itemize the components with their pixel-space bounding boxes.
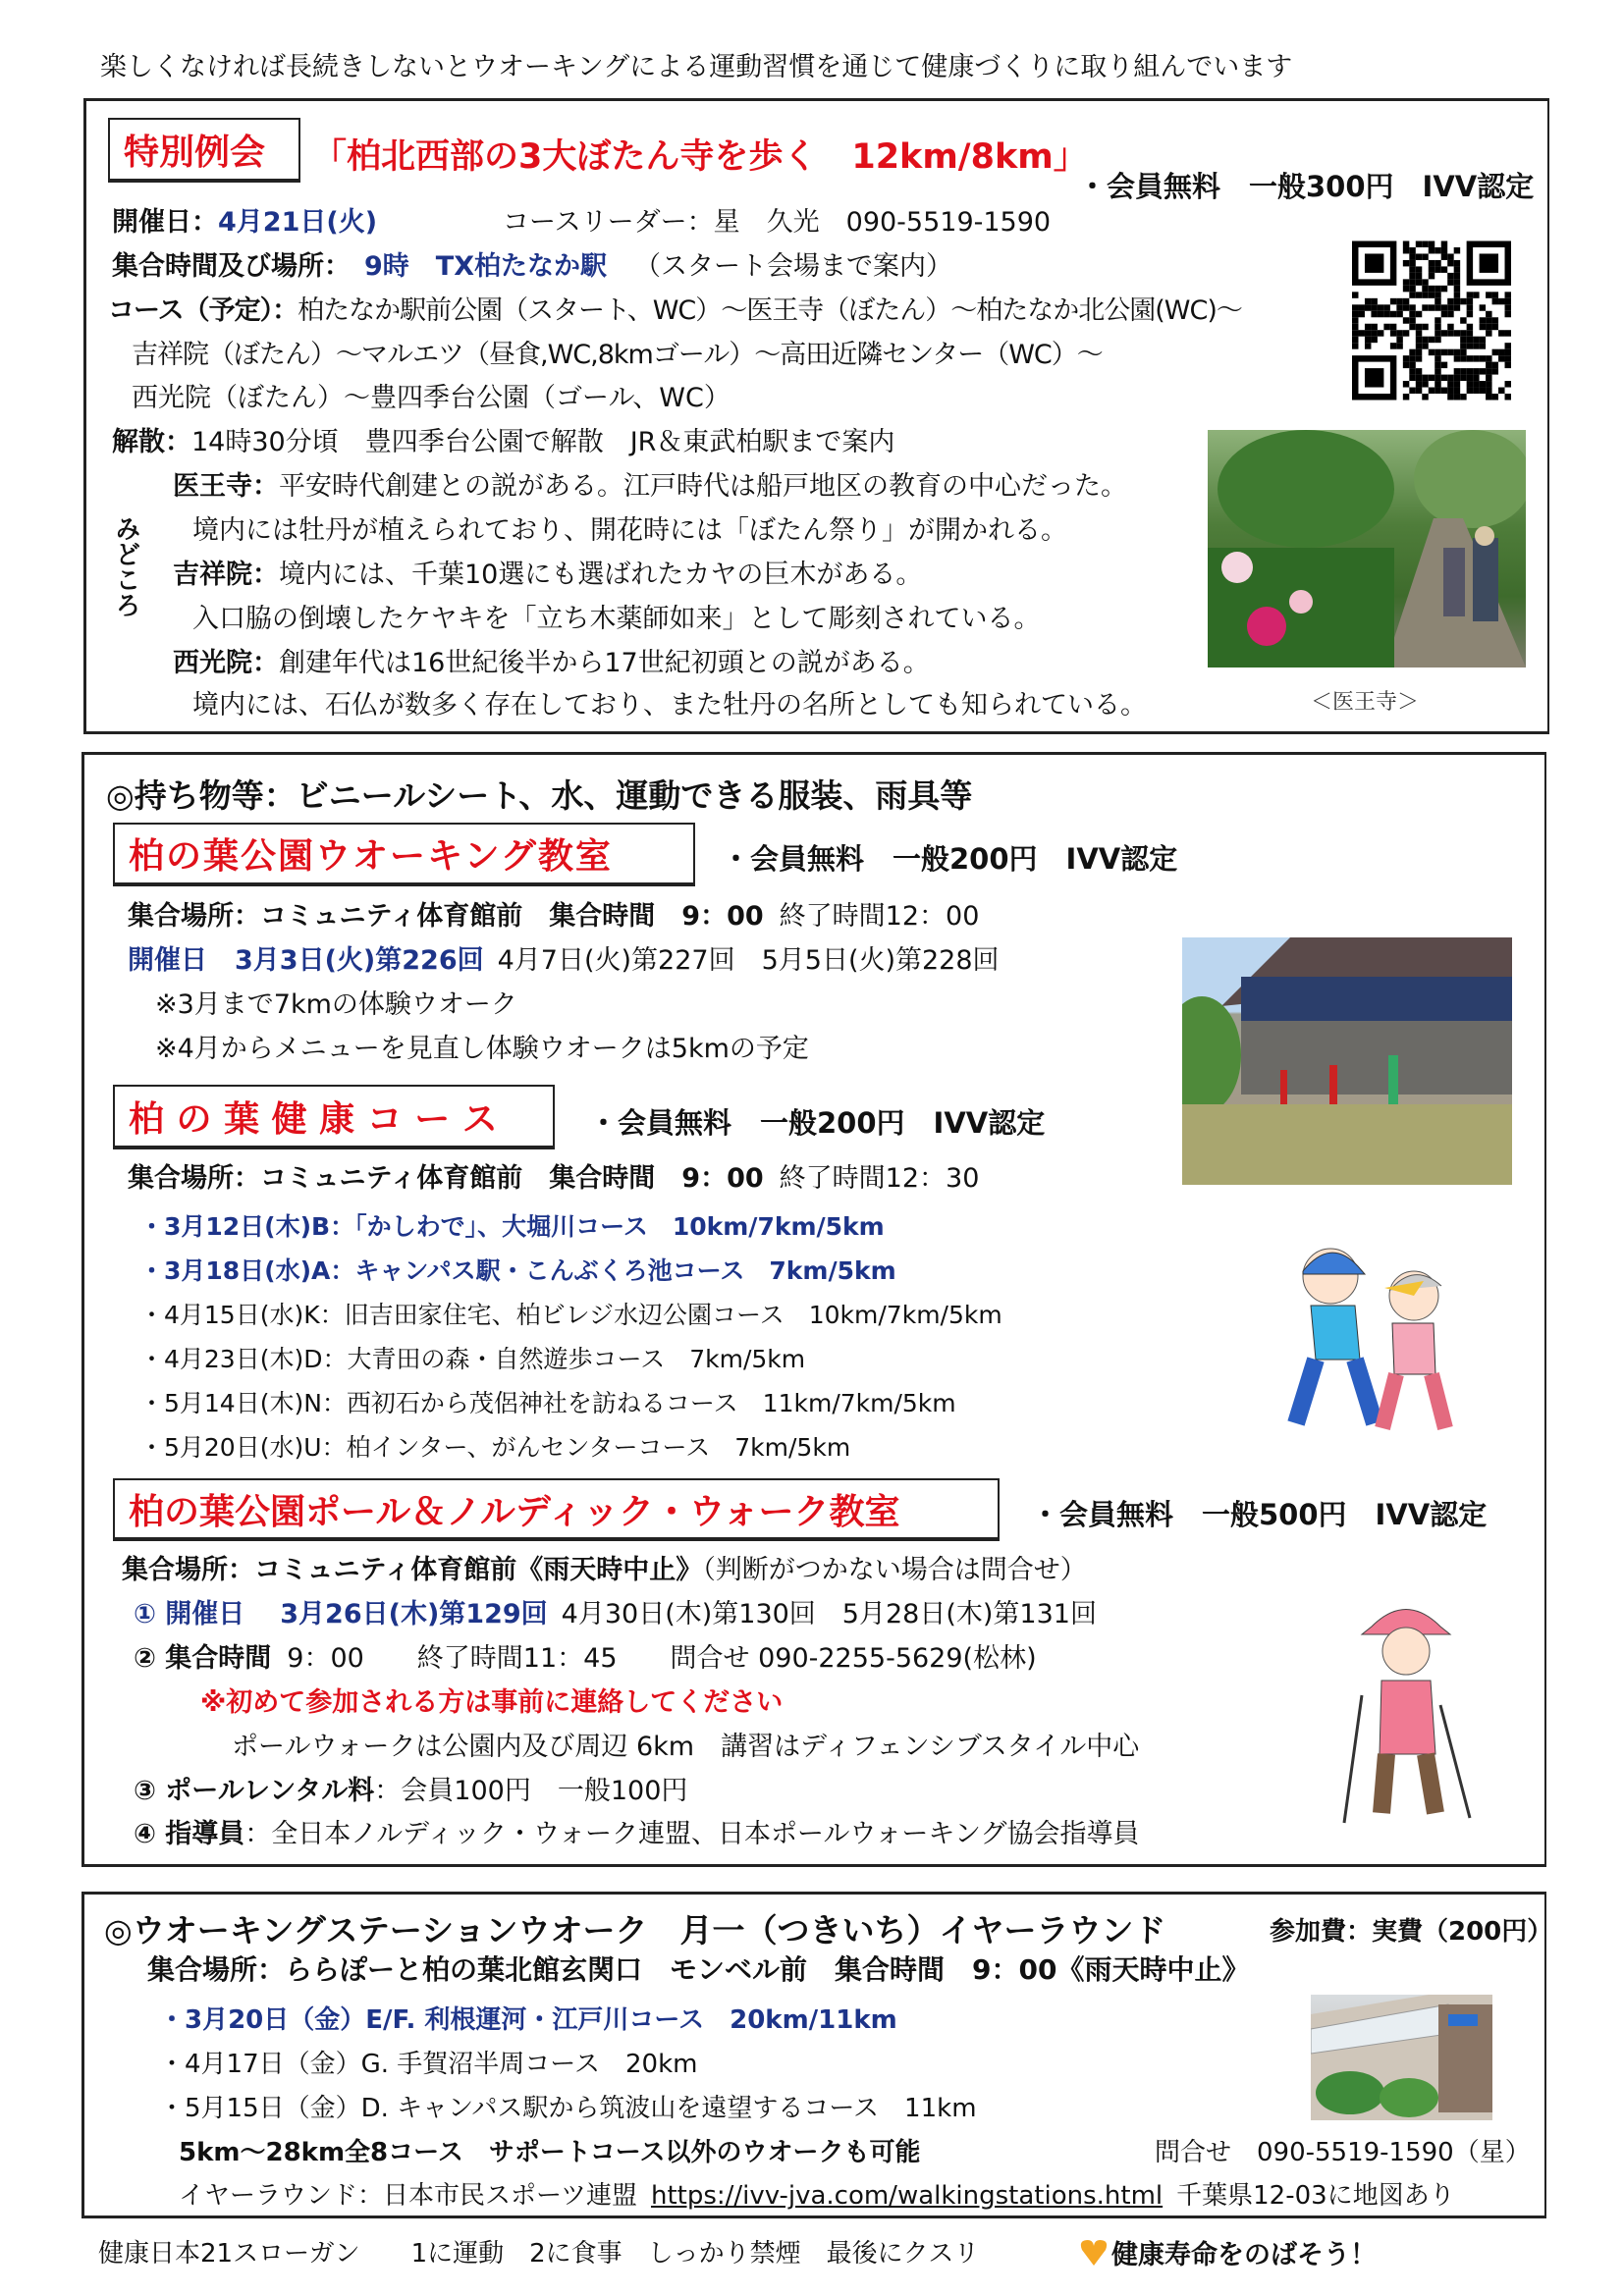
walking-class-note-1: ※3月まで7kmの体験ウオーク xyxy=(155,989,517,1020)
photo-illustration xyxy=(1311,1995,1492,2120)
photo-caption: ＜医王寺＞ xyxy=(1311,690,1420,715)
highlight-1-detail: 境内には牡丹が植えられており、開花時には「ぼたん祭り」が開かれる。 xyxy=(192,515,1067,546)
later-dates: 4月30日(木)第130回 5月28日(木)第131回 xyxy=(561,1599,1097,1629)
end-time: 終了時間12：00 xyxy=(779,901,980,932)
highlight-1 xyxy=(173,470,1127,504)
special-event-fee: ・会員無料 一般300円 IVV認定 xyxy=(1078,170,1535,203)
station-fee: 参加費：実費（200円） xyxy=(1270,1917,1553,1947)
photo-illustration xyxy=(1182,937,1512,1185)
walking-class-dates xyxy=(128,944,1000,978)
health-course-title: 柏 の 葉 健 康 コ ー ス xyxy=(113,1085,555,1149)
meeting-row xyxy=(112,250,952,284)
highlight-name: 西光院： xyxy=(173,648,279,678)
event-date: 4月21日(火) xyxy=(218,207,378,238)
date-label: 開催日： xyxy=(112,207,218,238)
time-text: 9：00 終了時間11：45 問合せ 090-2255-5629(松林) xyxy=(287,1643,1037,1674)
instructor-label: ④ 指導員 xyxy=(134,1819,245,1849)
ivv-link[interactable]: https://ivv-jva.com/walkingstations.html xyxy=(650,2181,1164,2211)
qr-code-icon[interactable] xyxy=(1352,240,1511,400)
pole-rental-row xyxy=(134,1775,687,1808)
walking-class-fee: ・会員無料 一般200円 IVV認定 xyxy=(722,842,1178,876)
meet-text: 集合場所：コミュニティ体育館前 集合時間 9：00 xyxy=(128,1163,764,1194)
temple-peony-photo xyxy=(1208,430,1526,667)
event-date-row xyxy=(112,206,377,240)
health-course-item: ・3月18日(水)A：キャンパス駅・こんぶくろ池コース 7km/5km xyxy=(139,1256,896,1285)
course-line-2: 吉祥院（ぼたん）～マルエツ（昼食,WC,8kmゴール）～高田近隣センター（WC）～ xyxy=(132,340,1103,370)
special-event-title: 「柏北西部の3大ぼたん寺を歩く 12km/8km」 xyxy=(312,137,1088,177)
course-row xyxy=(108,294,1242,328)
station-meet: 集合場所：ららぽーと柏の葉北館玄関口 モンベル前 集合時間 9：00《雨天時中止》 xyxy=(147,1953,1250,1986)
next-date: 3月26日(木)第129回 xyxy=(280,1599,548,1629)
belongings: ◎持ち物等：ビニールシート、水、運動できる服装、雨具等 xyxy=(106,776,973,815)
instructor-text: ：全日本ノルディック・ウォーク連盟、日本ポールウォーキング協会指導員 xyxy=(244,1819,1140,1849)
highlight-3-detail: 境内には、石仏が数多く存在しており、また牡丹の名所としても知られている。 xyxy=(192,690,1147,721)
meet-note: （判断がつかない場合は問合せ） xyxy=(702,1555,1087,1585)
walking-class-note-2: ※4月からメニューを見直し体験ウオークは5kmの予定 xyxy=(155,1034,809,1064)
rental-price: ：会員100円 一般100円 xyxy=(374,1776,688,1806)
end-time: 終了時間12：30 xyxy=(779,1163,980,1194)
highlight-text: 創建年代は16世紀後半から17世紀初頭との説がある。 xyxy=(279,648,930,678)
pole-walker-illustration xyxy=(1332,1597,1480,1828)
year-round-row xyxy=(179,2175,1455,2212)
walking-couple-illustration xyxy=(1267,1237,1483,1438)
health-course-item: ・4月23日(木)D：大青田の森・自然遊歩コース 7km/5km xyxy=(139,1345,806,1373)
station-item: ・5月15日（金）D. キャンパス駅から筑波山を遠望するコース 11km xyxy=(159,2094,977,2123)
photo-illustration xyxy=(1208,430,1526,667)
dismiss-row xyxy=(112,426,894,459)
health-course-fee: ・会員無料 一般200円 IVV認定 xyxy=(589,1106,1046,1140)
year-round-label: イヤーラウンド：日本市民スポーツ連盟 xyxy=(179,2181,637,2211)
nordic-class-title: 柏の葉公園ポール＆ノルディック・ウォーク教室 xyxy=(113,1478,1000,1541)
health-course-item: ・5月14日(木)N：西初石から茂侶神社を訪ねるコース 11km/7km/5km xyxy=(139,1389,956,1417)
next-date: 3月3日(火)第226回 xyxy=(235,945,484,976)
meet-note: （スタート会場まで案内） xyxy=(634,251,953,282)
health-course-item: ・5月20日(水)U：柏インター、がんセンターコース 7km/5km xyxy=(139,1433,851,1462)
highlight-2 xyxy=(173,559,922,592)
heart-icon xyxy=(1080,2238,1108,2268)
date-label: ① 開催日 xyxy=(134,1599,245,1629)
course-leader: コースリーダー：星 久光 090-5519-1590 xyxy=(503,207,1052,238)
rental-label: ③ ポールレンタル料 xyxy=(134,1776,375,1806)
lalaport-photo xyxy=(1311,1995,1492,2120)
nordic-dates xyxy=(134,1598,1097,1631)
map-note: 千葉県12-03に地図あり xyxy=(1176,2181,1455,2211)
meet-value: 9時 TX柏たなか駅 xyxy=(364,251,608,282)
gymnasium-photo xyxy=(1182,937,1512,1185)
course-line-3: 西光院（ぼたん）～豊四季台公園（ゴール、WC） xyxy=(132,383,731,413)
time-label: ② 集合時間 xyxy=(134,1643,272,1674)
highlight-3 xyxy=(173,647,930,680)
health-course-item: ・4月15日(水)K：旧吉田家住宅、柏ビレジ水辺公園コース 10km/7km/5km xyxy=(139,1301,1002,1329)
footer-slogan: 健康日本21スローガン 1に運動 2に食事 しっかり禁煙 最後にクスリ xyxy=(98,2239,980,2269)
nordic-meet-row xyxy=(122,1554,1087,1587)
station-courses: 5km～28km全8コース サポートコース以外のウオークも可能 xyxy=(179,2138,921,2167)
highlight-text: 平安時代創建との説がある。江戸時代は船戸地区の教育の中心だった。 xyxy=(279,471,1127,502)
meet-label: 集合時間及び場所： xyxy=(112,251,351,282)
highlight-name: 吉祥院： xyxy=(173,560,279,590)
walking-class-meet-row xyxy=(128,900,979,934)
date-label: 開催日 xyxy=(128,945,207,976)
course-line-1: 柏たなか駅前公園（スタート、WC）～医王寺（ぼたん）～柏たなか北公園(WC)～ xyxy=(298,295,1242,326)
first-time-warning: ※初めて参加される方は事前に連絡してください xyxy=(200,1687,784,1718)
meet-text: 集合場所：コミュニティ体育館前《雨天時中止》 xyxy=(122,1555,703,1585)
station-contact: 問合せ 090-5519-1590（星） xyxy=(1155,2138,1531,2167)
station-item: ・4月17日（金）G. 手賀沼半周コース 20km xyxy=(159,2050,698,2079)
cheer-text: 健康寿命をのばそう！ xyxy=(1111,2240,1377,2270)
special-event-badge: 特別例会 xyxy=(108,118,300,183)
course-label: コース（予定）： xyxy=(108,295,298,326)
station-title: ◎ウオーキングステーションウオーク 月一（つきいち）イヤーラウンド xyxy=(104,1911,1166,1949)
meet-text: 集合場所：コミュニティ体育館前 集合時間 9：00 xyxy=(128,901,764,932)
health-course-meet-row xyxy=(128,1162,979,1196)
station-item: ・3月20日（金）E/F. 利根運河・江戸川コース 20km/11km xyxy=(159,2005,897,2035)
instructor-row xyxy=(134,1818,1140,1851)
later-dates: 4月7日(火)第227回 5月5日(火)第228回 xyxy=(497,945,1000,976)
nordic-class-fee: ・会員無料 一般500円 IVV認定 xyxy=(1031,1498,1488,1531)
highlight-text: 境内には、千葉10選にも選ばれたカヤの巨木がある。 xyxy=(279,560,923,590)
dismiss-text: 14時30分頃 豊四季台公園で解散 JR＆東武柏駅まで案内 xyxy=(191,427,895,457)
nordic-info: ポールウォークは公園内及び周辺 6km 講習はディフェンシブスタイル中心 xyxy=(232,1732,1140,1762)
footer-cheer xyxy=(1080,2233,1377,2271)
nordic-time-row xyxy=(134,1642,1037,1676)
tagline: 楽しくなければ長続きしないとウオーキングによる運動習慣を通じて健康づくりに取り組んでいます xyxy=(100,52,1293,82)
highlight-2-detail: 入口脇の倒壊したケヤキを「立ち木薬師如来」として彫刻されている。 xyxy=(192,604,1041,634)
walking-class-title: 柏の葉公園ウオーキング教室 xyxy=(113,823,695,886)
health-course-item: ・3月12日(木)B：「かしわで」、大堀川コース 10km/7km/5km xyxy=(139,1212,885,1241)
highlight-name: 医王寺： xyxy=(173,471,279,502)
dismiss-label: 解散： xyxy=(112,427,191,457)
highlights-label: みどころ xyxy=(111,515,140,617)
